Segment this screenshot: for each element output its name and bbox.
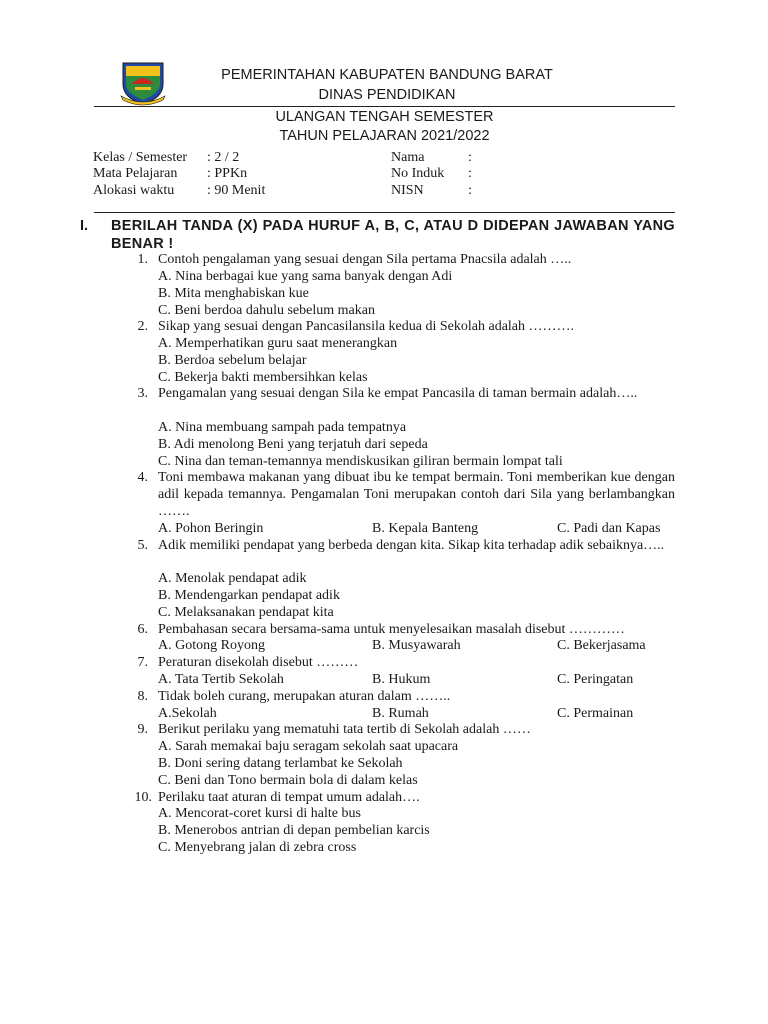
answer-option: B. Adi menolong Beni yang terjatuh dari sepeda	[158, 437, 428, 452]
question-text: Adik memiliki pendapat yang berbeda dengan kita. Sikap kita terhadap adik sebaiknya…..	[158, 538, 665, 553]
answer-option: A. Nina berbagai kue yang sama banyak dengan Adi	[158, 269, 453, 284]
answer-option: C. Peringatan	[557, 672, 634, 687]
answer-option: A. Menolak pendapat adik	[158, 571, 307, 586]
answer-option: A. Gotong Royong	[158, 638, 265, 653]
identity-divider	[94, 212, 675, 213]
regency-crest-icon	[119, 60, 167, 106]
nisn-value: :	[468, 183, 472, 198]
answer-option: A. Memperhatikan guru saat menerangkan	[158, 336, 398, 351]
kelas-value: : 2 / 2	[207, 150, 240, 165]
kelas-label: Kelas / Semester	[93, 150, 188, 165]
question-number: 5.	[137, 538, 148, 553]
answer-option: A. Sarah memakai baju seragam sekolah saat upacara	[158, 739, 459, 754]
answer-option: C. Melaksanakan pendapat kita	[158, 605, 334, 620]
section-instruction: BERILAH TANDA (X) PADA HURUF A, B, C, ATAU D DIDEPAN JAWABAN YANG BENAR !	[111, 218, 675, 252]
question-text: Berikut perilaku yang mematuhi tata tertib di Sekolah adalah ……	[158, 722, 531, 737]
waktu-value: : 90 Menit	[207, 183, 266, 198]
question-text: Peraturan disekolah disebut ………	[158, 655, 359, 670]
question-text: Toni membawa makanan yang dibuat ibu ke tempat bermain. Toni memberikan kue dengan adil kepada temannya. Pengamalan Toni merupakan contoh dari Sila yang berlambangkan …….	[158, 470, 675, 519]
answer-option: B. Kepala Banteng	[372, 521, 479, 536]
answer-option: B. Mita menghabiskan kue	[158, 286, 309, 301]
induk-value: :	[468, 166, 472, 181]
question-number: 9.	[137, 722, 148, 737]
answer-option: B. Musyawarah	[372, 638, 461, 653]
question-text: Tidak boleh curang, merupakan aturan dalam ……..	[158, 689, 451, 704]
department-name: DINAS PENDIDIKAN	[318, 87, 456, 103]
government-name: PEMERINTAHAN KABUPATEN BANDUNG BARAT	[221, 67, 553, 83]
question-number: 3.	[137, 386, 148, 401]
section-number: I.	[80, 218, 89, 234]
answer-option: A. Nina membuang sampah pada tempatnya	[158, 420, 407, 435]
answer-option: C. Permainan	[557, 706, 634, 721]
question-text: Perilaku taat aturan di tempat umum adalah….	[158, 790, 420, 805]
question-number: 6.	[137, 622, 148, 637]
question-number: 7.	[137, 655, 148, 670]
question-text: Sikap yang sesuai dengan Pancasilansila kedua di Sekolah adalah ……….	[158, 319, 575, 334]
answer-option: B. Hukum	[372, 672, 431, 687]
answer-option: C. Bekerjasama	[557, 638, 646, 653]
answer-option: B. Rumah	[372, 706, 429, 721]
answer-option: A. Tata Tertib Sekolah	[158, 672, 284, 687]
induk-label: No Induk	[391, 166, 445, 181]
question-text: Contoh pengalaman yang sesuai dengan Sila pertama Pnacsila adalah …..	[158, 252, 572, 267]
nama-label: Nama	[391, 150, 425, 165]
nama-value: :	[468, 150, 472, 165]
question-text: Pengamalan yang sesuai dengan Sila ke empat Pancasila di taman bermain adalah…..	[158, 386, 638, 401]
header-divider	[94, 106, 675, 107]
question-number: 4.	[137, 470, 148, 485]
answer-option: C. Beni dan Tono bermain bola di dalam kelas	[158, 773, 418, 788]
answer-option: A. Mencorat-coret kursi di halte bus	[158, 806, 361, 821]
answer-option: C. Beni berdoa dahulu sebelum makan	[158, 303, 375, 318]
answer-option: C. Menyebrang jalan di zebra cross	[158, 840, 357, 855]
nisn-label: NISN	[391, 183, 424, 198]
answer-option: C. Bekerja bakti membersihkan kelas	[158, 370, 368, 385]
question-number: 1.	[137, 252, 148, 267]
waktu-label: Alokasi waktu	[93, 183, 175, 198]
answer-option: B. Berdoa sebelum belajar	[158, 353, 307, 368]
question-text: Pembahasan secara bersama-sama untuk menyelesaikan masalah disebut …………	[158, 622, 625, 637]
answer-option: C. Nina dan teman-temannya mendiskusikan giliran bermain lompat tali	[158, 454, 563, 469]
exam-title: ULANGAN TENGAH SEMESTER	[275, 109, 494, 125]
answer-option: B. Doni sering datang terlambat ke Sekolah	[158, 756, 403, 771]
question-number: 2.	[137, 319, 148, 334]
question-number: 10.	[134, 790, 152, 805]
answer-option: B. Mendengarkan pendapat adik	[158, 588, 340, 603]
academic-year: TAHUN PELAJARAN 2021/2022	[279, 128, 490, 144]
answer-option: A.Sekolah	[158, 706, 217, 721]
answer-option: C. Padi dan Kapas	[557, 521, 661, 536]
answer-option: A. Pohon Beringin	[158, 521, 264, 536]
mapel-value: : PPKn	[207, 166, 248, 181]
question-number: 8.	[137, 689, 148, 704]
mapel-label: Mata Pelajaran	[93, 166, 178, 181]
answer-option: B. Menerobos antrian di depan pembelian karcis	[158, 823, 430, 838]
